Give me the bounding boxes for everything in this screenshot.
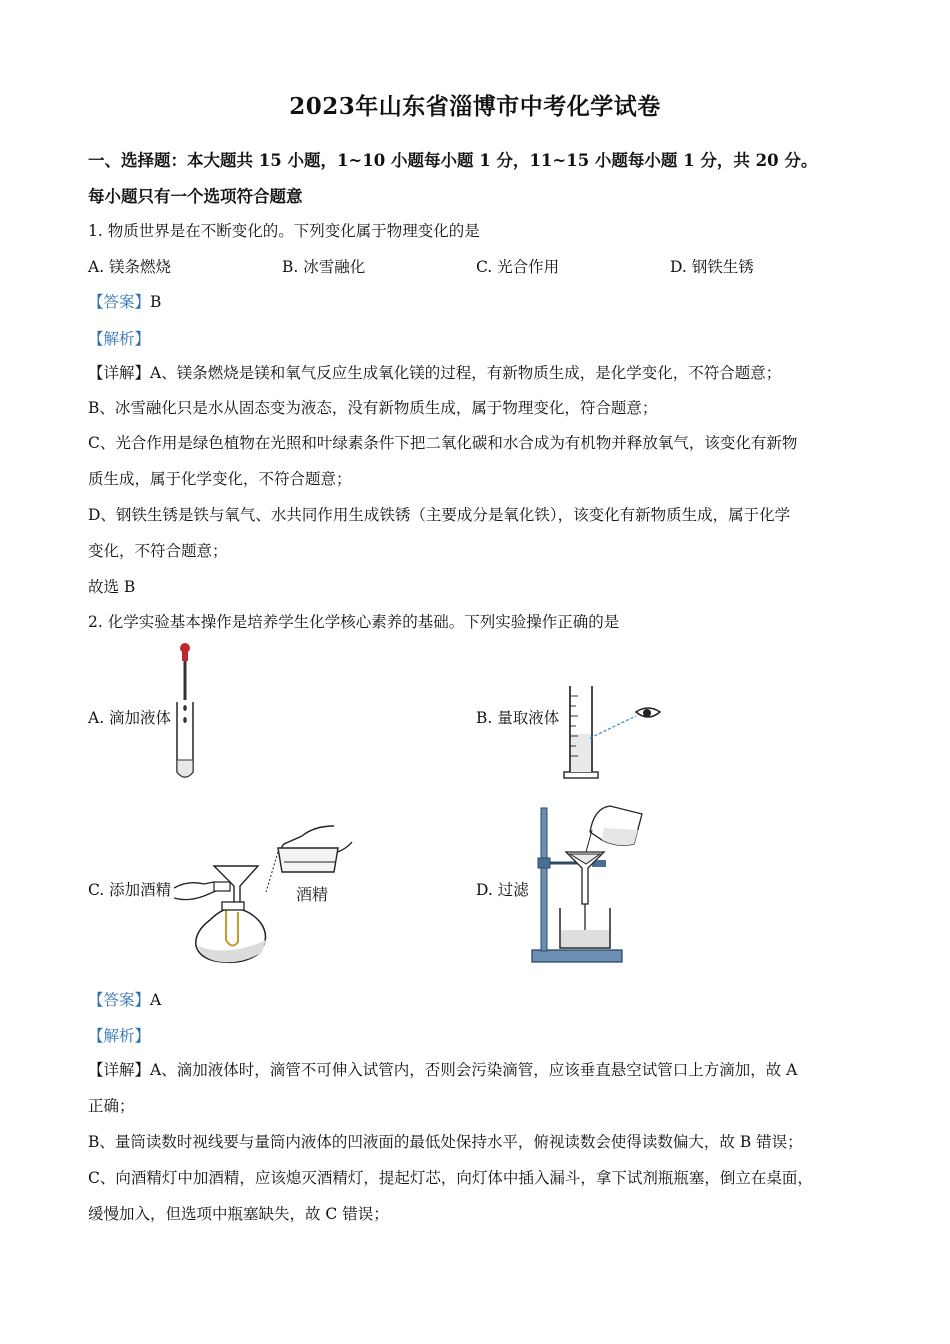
q2-detail-line: C、向酒精灯中加酒精，应该熄灭酒精灯，提起灯芯，向灯体中插入漏斗，拿下试剂瓶瓶塞，倒立在桌面， (88, 1169, 813, 1187)
q2-detail-line: 缓慢加入，但选项中瓶塞缺失，故 C 错误； (88, 1205, 389, 1223)
q1-option-a: A. 镁条燃烧 (88, 258, 172, 276)
answer-tag: 【答案】 (88, 991, 151, 1009)
alcohol-lamp-figure (174, 822, 360, 970)
detail-tag: 【详解】 (88, 364, 151, 382)
q1-detail-line: C、光合作用是绿色植物在光照和叶绿素条件下把二氧化碳和水合成为有机物并释放氧气，该变化有新物 (88, 434, 798, 452)
q1-option-c: C. 光合作用 (476, 258, 560, 276)
q1-detail-line: B、冰雪融化只是水从固态变为液态，没有新物质生成，属于物理变化，符合题意； (88, 399, 658, 417)
q1-detail-line: 质生成，属于化学变化，不符合题意； (88, 470, 352, 488)
graduated-cylinder-figure (560, 682, 670, 782)
q1-answer (88, 290, 161, 312)
q2-option-a-label: A. 滴加液体 (88, 709, 172, 727)
filtration-setup-figure (530, 800, 650, 968)
answer-tag: 【答案】 (88, 293, 151, 311)
q1-detail-line: 变化，不符合题意； (88, 542, 228, 560)
q1-option-b: B. 冰雪融化 (282, 258, 366, 276)
section-heading-line1: 一、选择题：本大题共 15 小题，1~10 小题每小题 1 分，11~15 小题每小题 1 分，共 20 分。 (88, 151, 818, 170)
detail-tag: 【详解】 (88, 1061, 151, 1079)
q1-stem: 1. 物质世界是在不断变化的。下列变化属于物理变化的是 (88, 222, 480, 240)
alcohol-label: 酒精 (296, 885, 329, 904)
q2-stem: 2. 化学实验基本操作是培养学生化学核心素养的基础。下列实验操作正确的是 (88, 613, 620, 631)
q2-option-d-label: D. 过滤 (476, 881, 529, 899)
q1-conclusion: 故选 B (88, 578, 136, 596)
q2-option-b-label: B. 量取液体 (476, 709, 560, 727)
dropper-test-tube-figure (172, 642, 206, 782)
q2-answer (88, 988, 161, 1010)
q2-detail-line: 正确； (88, 1097, 135, 1115)
q2-detail-line: B、量筒读数时视线要与量筒内液体的凹液面的最低处保持水平，俯视读数会使得读数偏大，故 B 错误； (88, 1133, 803, 1151)
q1-option-d: D. 钢铁生锈 (670, 258, 754, 276)
q1-detail-line: D、钢铁生锈是铁与氧气、水共同作用生成铁锈（主要成分是氧化铁），该变化有新物质生成，属于化学 (88, 506, 791, 524)
answer-value: B (150, 293, 162, 311)
q1-detail-line (88, 361, 781, 383)
q2-option-c-label: C. 添加酒精 (88, 881, 172, 899)
q2-analysis-tag: 【解析】 (88, 1027, 151, 1045)
answer-value: A (150, 991, 162, 1009)
q2-detail-line (88, 1058, 797, 1080)
detail-text: A、滴加液体时，滴管不可伸入试管内，否则会污染滴管，应该垂直悬空试管口上方滴加，故 A (150, 1061, 798, 1079)
page-title: 2023年山东省淄博市中考化学试卷 (289, 93, 661, 120)
detail-text: A、镁条燃烧是镁和氧气反应生成氧化镁的过程，有新物质生成，是化学变化，不符合题意； (150, 364, 782, 382)
section-heading-line2: 每小题只有一个选项符合题意 (88, 187, 303, 206)
q1-analysis-tag: 【解析】 (88, 330, 151, 348)
